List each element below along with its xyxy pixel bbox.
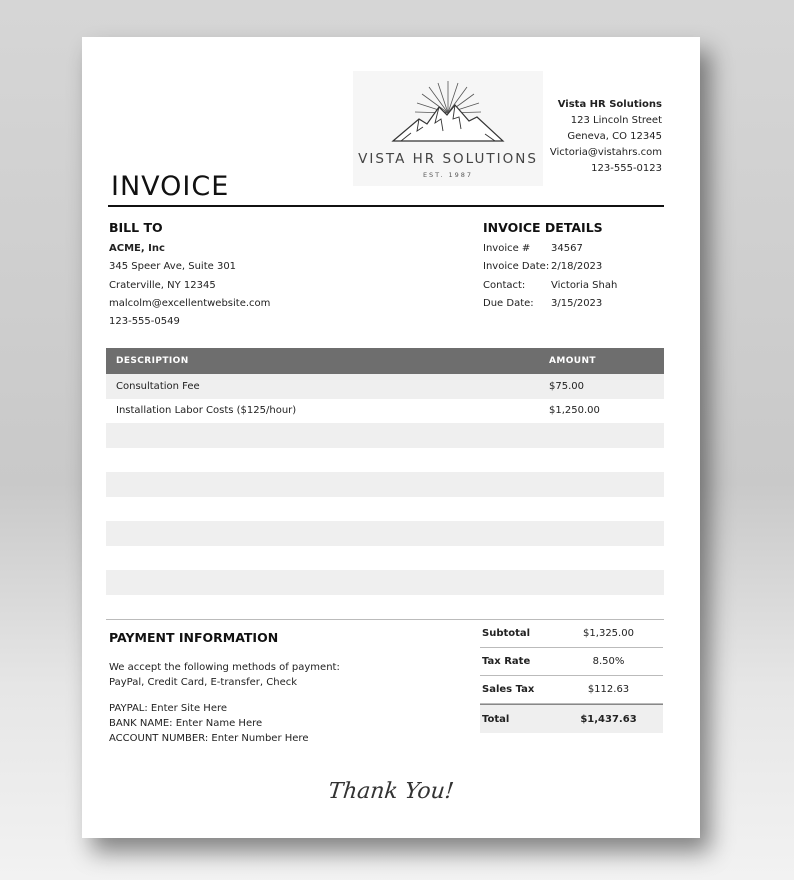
total-value: $112.63 [587, 684, 630, 695]
client-email[interactable]: malcolm@excellentwebsite.com [109, 297, 271, 309]
item-amount: $75.00 [549, 380, 584, 392]
total-value: 8.50% [592, 656, 625, 667]
table-row [106, 521, 664, 546]
bank-name-line: BANK NAME: Enter Name Here [109, 718, 263, 729]
payment-methods [109, 660, 340, 690]
invoice-details-block [483, 240, 617, 313]
client-phone: 123-555-0549 [109, 316, 180, 328]
table-row [106, 570, 664, 595]
bill-to-heading: BILL TO [109, 220, 163, 235]
detail-label: Invoice # [483, 243, 531, 254]
payment-accounts [109, 701, 308, 746]
paypal-line: PAYPAL: Enter Site Here [109, 703, 228, 714]
total-label: Total [482, 713, 510, 725]
sales-tax-row [480, 676, 663, 704]
company-street: 123 Lincoln Street [570, 115, 662, 126]
table-header [106, 348, 664, 374]
table-row [106, 374, 664, 399]
detail-label: Due Date: [483, 297, 534, 309]
grand-total-row [480, 704, 663, 733]
company-name: Vista HR Solutions [557, 99, 662, 110]
payment-methods-line: PayPal, Credit Card, E-transfer, Check [109, 677, 298, 688]
detail-label: Invoice Date: [483, 261, 550, 273]
payment-accept-line: We accept the following methods of payment: [109, 662, 340, 673]
item-description: Installation Labor Costs ($125/hour) [116, 405, 297, 417]
detail-value: 2/18/2023 [551, 261, 603, 273]
item-description: Consultation Fee [116, 380, 200, 392]
client-street: 345 Speer Ave, Suite 301 [109, 261, 237, 273]
table-row [106, 448, 664, 473]
invoice-details-heading: INVOICE DETAILS [483, 220, 603, 235]
table-row [106, 546, 664, 571]
total-label: Sales Tax [482, 684, 535, 695]
description-column-header: DESCRIPTION [116, 356, 189, 366]
detail-row [483, 295, 617, 313]
table-row [106, 497, 664, 522]
bill-to-block [109, 240, 270, 331]
amount-column-header: AMOUNT [549, 356, 596, 366]
mountain-sun-icon [389, 79, 507, 151]
line-items-table [106, 348, 664, 595]
detail-row [483, 277, 617, 295]
tax-rate-row [480, 648, 663, 676]
total-value: $1,325.00 [583, 628, 634, 639]
client-name: ACME, Inc [109, 243, 165, 254]
subtotal-row [480, 620, 663, 648]
logo-wordmark: VISTA HR SOLUTIONS [358, 151, 538, 167]
account-number-line: ACCOUNT NUMBER: Enter Number Here [109, 733, 309, 744]
detail-value: Victoria Shah [551, 279, 618, 291]
payment-info-heading: PAYMENT INFORMATION [109, 630, 279, 645]
totals-table [480, 620, 663, 733]
item-amount: $1,250.00 [549, 405, 600, 417]
thank-you-note: Thank You! [327, 779, 455, 804]
detail-value: 34567 [551, 243, 583, 254]
detail-row [483, 240, 617, 258]
total-value: $1,437.63 [580, 713, 637, 725]
logo-established: EST. 1987 [422, 171, 474, 179]
company-phone: 123-555-0123 [591, 163, 662, 174]
client-city: Craterville, NY 12345 [109, 279, 216, 291]
company-email[interactable]: Victoria@vistahrs.com [549, 147, 662, 158]
invoice-page [82, 37, 700, 838]
detail-label: Contact: [483, 279, 526, 291]
total-label: Subtotal [482, 628, 531, 639]
table-row [106, 472, 664, 497]
detail-value: 3/15/2023 [551, 297, 603, 309]
table-row [106, 399, 664, 424]
company-address [550, 97, 662, 177]
total-label: Tax Rate [482, 656, 531, 667]
table-row [106, 423, 664, 448]
company-city: Geneva, CO 12345 [567, 131, 662, 142]
detail-row [483, 258, 617, 276]
title-divider [108, 205, 664, 207]
company-logo [353, 71, 543, 186]
page-title: INVOICE [111, 171, 230, 202]
